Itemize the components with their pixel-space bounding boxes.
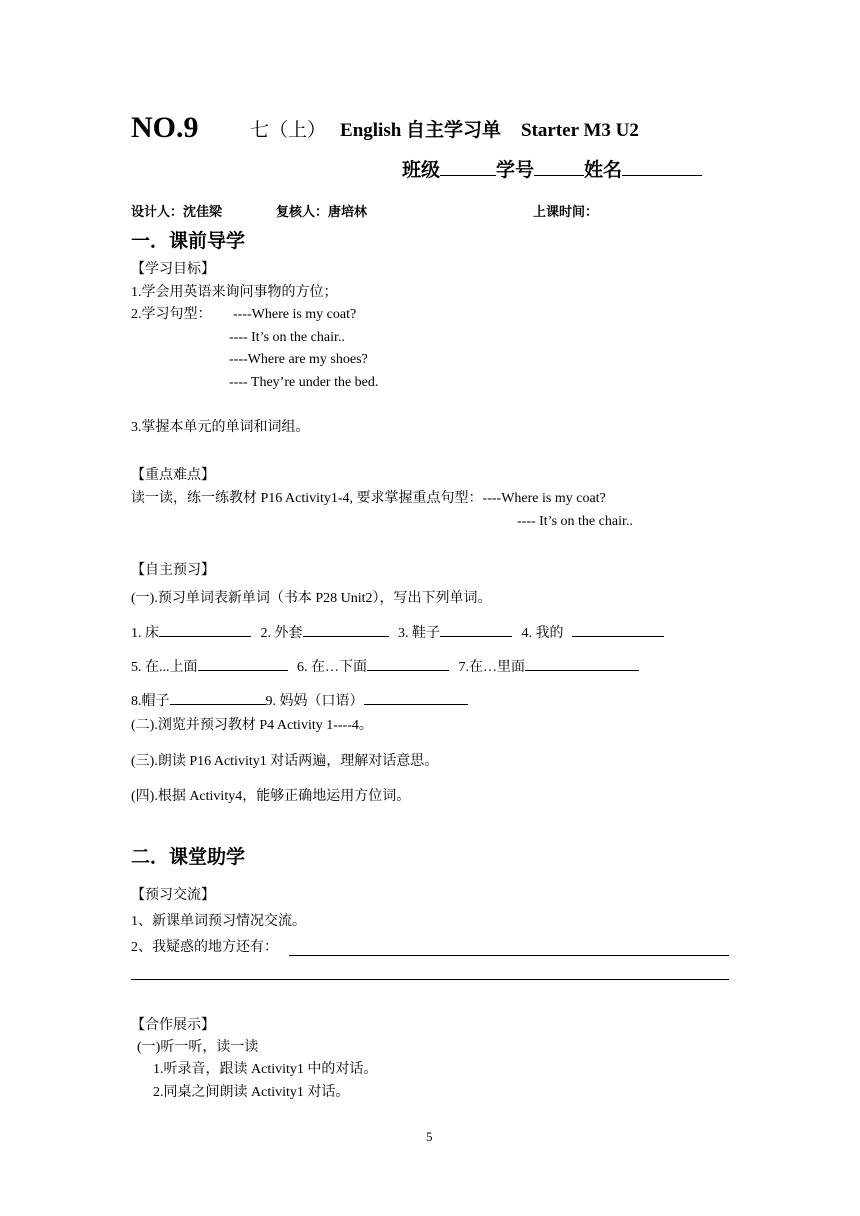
grade-label: 七（上） <box>250 120 327 141</box>
subject-label: English 自主学习单 <box>340 120 502 141</box>
worksheet-number: NO.9 <box>131 111 199 144</box>
goal-1: 1.学会用英语来询问事物的方位； <box>131 285 338 300</box>
cooperation-step-1: 1.听录音，跟读 Activity1 中的对话。 <box>153 1062 378 1077</box>
cooperation-step-2: 2.同桌之间朗读 Activity1 对话。 <box>153 1085 350 1100</box>
vocab-row-3 <box>131 690 468 712</box>
class-blank[interactable] <box>440 161 496 176</box>
sentence-pattern: ----Where are my shoes? <box>229 352 368 367</box>
vocab-blank[interactable] <box>170 690 266 705</box>
key-points-heading: 【重点难点】 <box>131 468 215 483</box>
vocab-item-label: 5. 在...上面 <box>131 660 198 675</box>
page-number: 5 <box>426 1129 433 1144</box>
section-1-title: 一．课前导学 <box>131 231 246 252</box>
vocab-blank[interactable] <box>364 690 468 705</box>
vocab-row-2 <box>131 656 639 678</box>
vocab-item-label: 6. 在…下面 <box>297 660 367 675</box>
vocab-item-label: 3. 鞋子 <box>398 626 440 641</box>
vocab-item-label: 4. 我的 <box>521 626 564 641</box>
name-label: 姓名 <box>584 160 623 181</box>
exchange-item-1: 1、新课单词预习情况交流。 <box>131 914 306 929</box>
student-info-row <box>402 159 702 183</box>
vocab-item-label: 1. 床 <box>131 626 159 641</box>
vocab-item-label: 7.在…里面 <box>458 660 525 675</box>
exchange-item-2: 2、我疑惑的地方还有： <box>131 940 278 955</box>
class-label: 班级 <box>402 160 441 181</box>
vocab-item-label: 9. 妈妈（口语） <box>265 694 364 709</box>
unit-label: Starter M3 U2 <box>521 120 639 141</box>
preview-exchange-heading: 【预习交流】 <box>131 888 215 903</box>
vocab-blank[interactable] <box>572 622 664 637</box>
sentence-pattern: ---- They’re under the bed. <box>229 375 379 390</box>
cooperation-task-1: (一)听一听，读一读 <box>137 1040 259 1055</box>
student-id-blank[interactable] <box>534 161 584 176</box>
vocab-item-label: 2. 外套 <box>260 626 303 641</box>
vocab-row-1 <box>131 622 664 644</box>
preview-task-2: (二).浏览并预习教材 P4 Activity 1----4。 <box>131 718 373 733</box>
cooperation-heading: 【合作展示】 <box>131 1018 215 1033</box>
answer-line[interactable] <box>289 955 729 956</box>
vocab-blank[interactable] <box>198 656 288 671</box>
name-blank[interactable] <box>622 161 702 176</box>
goal-3: 3.掌握本单元的单词和词组。 <box>131 420 310 435</box>
student-id-label: 学号 <box>496 160 535 181</box>
goal-2-label: 2.学习句型： <box>131 307 212 322</box>
vocab-item-label: 8.帽子 <box>131 694 170 709</box>
preview-task-1: (一).预习单词表新单词（书本 P28 Unit2），写出下列单词。 <box>131 591 492 606</box>
worksheet-title <box>250 119 639 143</box>
sentence-pattern: ----Where is my coat? <box>233 307 357 322</box>
section-2-title: 二．课堂助学 <box>131 847 246 868</box>
key-points-text-2: ---- It’s on the chair.. <box>517 514 633 529</box>
answer-line[interactable] <box>131 979 729 980</box>
reviewer-credit: 复核人：唐培林 <box>276 204 368 219</box>
class-time-label: 上课时间： <box>533 204 599 219</box>
learning-goals-heading: 【学习目标】 <box>131 262 215 277</box>
vocab-blank[interactable] <box>367 656 449 671</box>
preview-task-3: (三).朗读 P16 Activity1 对话两遍，理解对话意思。 <box>131 754 439 769</box>
vocab-blank[interactable] <box>440 622 512 637</box>
self-preview-heading: 【自主预习】 <box>131 563 215 578</box>
sentence-pattern: ---- It’s on the chair.. <box>229 330 345 345</box>
designer-credit: 设计人：沈佳梁 <box>131 204 223 219</box>
preview-task-4: (四).根据 Activity4，能够正确地运用方位词。 <box>131 789 411 804</box>
vocab-blank[interactable] <box>525 656 639 671</box>
vocab-blank[interactable] <box>159 622 251 637</box>
key-points-text: 读一读，练一练教材 P16 Activity1-4, 要求掌握重点句型：----Where is my coat? <box>131 491 606 506</box>
vocab-blank[interactable] <box>303 622 389 637</box>
